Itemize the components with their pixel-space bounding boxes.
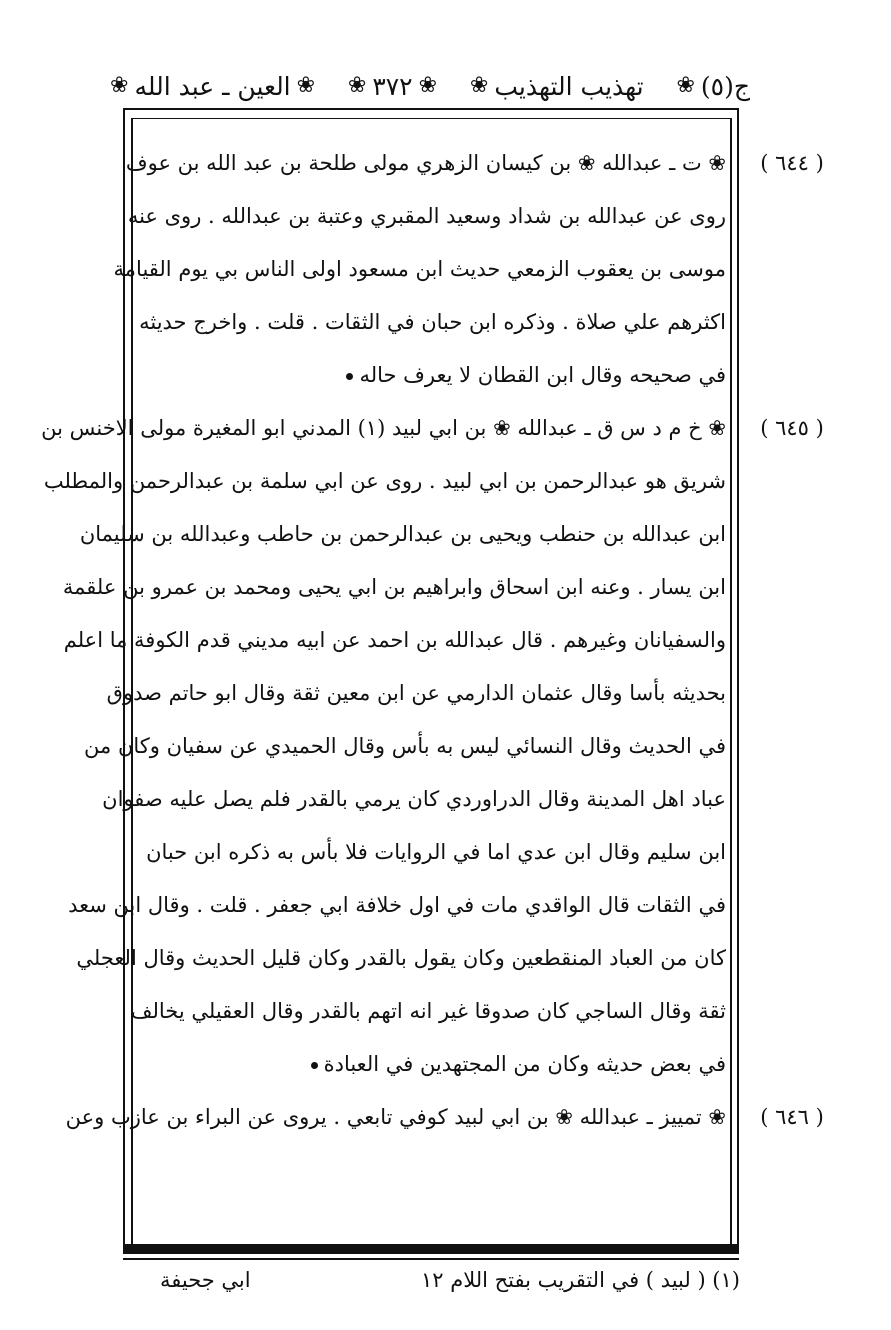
entry-line: ابن يسار . وعنه ابن اسحاق وابراهيم بن ابي يحيى ومحمد بن عمرو بن علقمة	[62, 575, 726, 599]
flower-ornament-icon: ❀	[347, 73, 367, 98]
entry-line: بحديثه بأسا وقال عثمان الدارمي عن ابن معين ثقة وقال ابو حاتم صدوق	[106, 681, 726, 705]
header-section: العين ـ عبد الله	[134, 71, 291, 101]
catchword: ابي جحيفة	[160, 1268, 251, 1292]
entry-line-text: في صحيحه وقال ابن القطان لا يعرف حاله	[359, 363, 726, 387]
entry-line: اكثرهم علي صلاة . وذكره ابن حبان في الثقات . قلت . واخرج حديثه	[139, 310, 726, 334]
entry-line-last	[161, 355, 726, 395]
header-section-part	[110, 72, 315, 101]
flower-ornament-icon: ❀	[110, 73, 129, 98]
entry-line: في الثقات قال الواقدي مات في اول خلافة ابي جعفر . قلت . وقال ابن سعد	[68, 893, 726, 917]
flower-ornament-icon: ❀	[418, 73, 438, 98]
end-mark-icon	[346, 373, 353, 380]
header-page-number: ٣٧٢	[372, 71, 413, 101]
text-frame-bottom-rule	[123, 1244, 739, 1254]
entry-line: ❀ خ م د س ق ـ عبدالله ❀ بن ابي لبيد (١) المدني ابو المغيرة مولى الاخنس بن	[41, 416, 726, 440]
flower-ornament-icon: ❀	[469, 73, 489, 98]
entry-line: ❀ ت ـ عبدالله ❀ بن كيسان الزهري مولى طلحة بن عبد الله بن عوف	[125, 151, 726, 175]
entry-line: موسى بن يعقوب الزمعي حديث ابن مسعود اولى الناس بي يوم القيامة	[113, 257, 726, 281]
header-volume: ج(٥)	[700, 71, 750, 101]
entry-line-last	[161, 1044, 726, 1084]
entry-line-text: في بعض حديثه وكان من المجتهدين في العبادة	[323, 1052, 726, 1076]
entry-line: ثقة وقال الساجي كان صدوقا غير انه اتهم بالقدر وقال العقيلي يخالف	[130, 999, 726, 1023]
header-book-title: تهذيب التهذيب	[494, 71, 644, 101]
entry-line: روى عن عبدالله بن شداد وسعيد المقبري وعتبة بن عبدالله . روى عنه	[127, 204, 726, 228]
entry-line: عباد اهل المدينة وقال الدراوردي كان يرمي بالقدر فلم يصل عليه صفوان	[102, 787, 726, 811]
entry-line: ابن سليم وقال ابن عدي اما في الروايات فلا بأس به ذكره ابن حبان	[146, 840, 726, 864]
entry-number: ( ٦٤٥ )	[760, 416, 824, 440]
header-volume-part	[676, 72, 750, 101]
footnote	[160, 1262, 740, 1298]
entry-line: والسفيانان وغيرهم . قال عبدالله بن احمد عن ابيه مديني قدم الكوفة ما اعلم	[63, 628, 726, 652]
entry-number: ( ٦٤٦ )	[760, 1105, 824, 1129]
entry-number: ( ٦٤٤ )	[760, 151, 824, 175]
footnote-text: (١) ( لبيد ) في التقريب بفتح اللام ١٢	[420, 1268, 740, 1292]
text-frame-bottom-thin-rule	[123, 1258, 739, 1260]
entry-line: ابن عبدالله بن حنطب ويحيى بن عبدالرحمن بن حاطب وعبدالله بن سليمان	[79, 522, 726, 546]
header-book-part	[470, 72, 644, 101]
end-mark-icon	[311, 1062, 318, 1069]
entry-line: كان من العباد المنقطعين وكان يقول بالقدر وكان قليل الحديث وقال العجلي	[76, 946, 726, 970]
header-page-part	[348, 72, 437, 101]
flower-ornament-icon: ❀	[676, 73, 695, 98]
entry-line: في الحديث وقال النسائي ليس به بأس وقال الحميدي عن سفيان وكان من	[84, 734, 726, 758]
flower-ornament-icon: ❀	[296, 73, 316, 98]
entry-line: ❀ تمييز ـ عبدالله ❀ بن ابي لبيد كوفي تابعي . يروى عن البراء بن عازب وعن	[65, 1105, 726, 1129]
running-header	[110, 66, 750, 106]
entry-line: شريق هو عبدالرحمن بن ابي لبيد . روى عن ابي سلمة بن عبدالرحمن والمطلب	[43, 469, 726, 493]
